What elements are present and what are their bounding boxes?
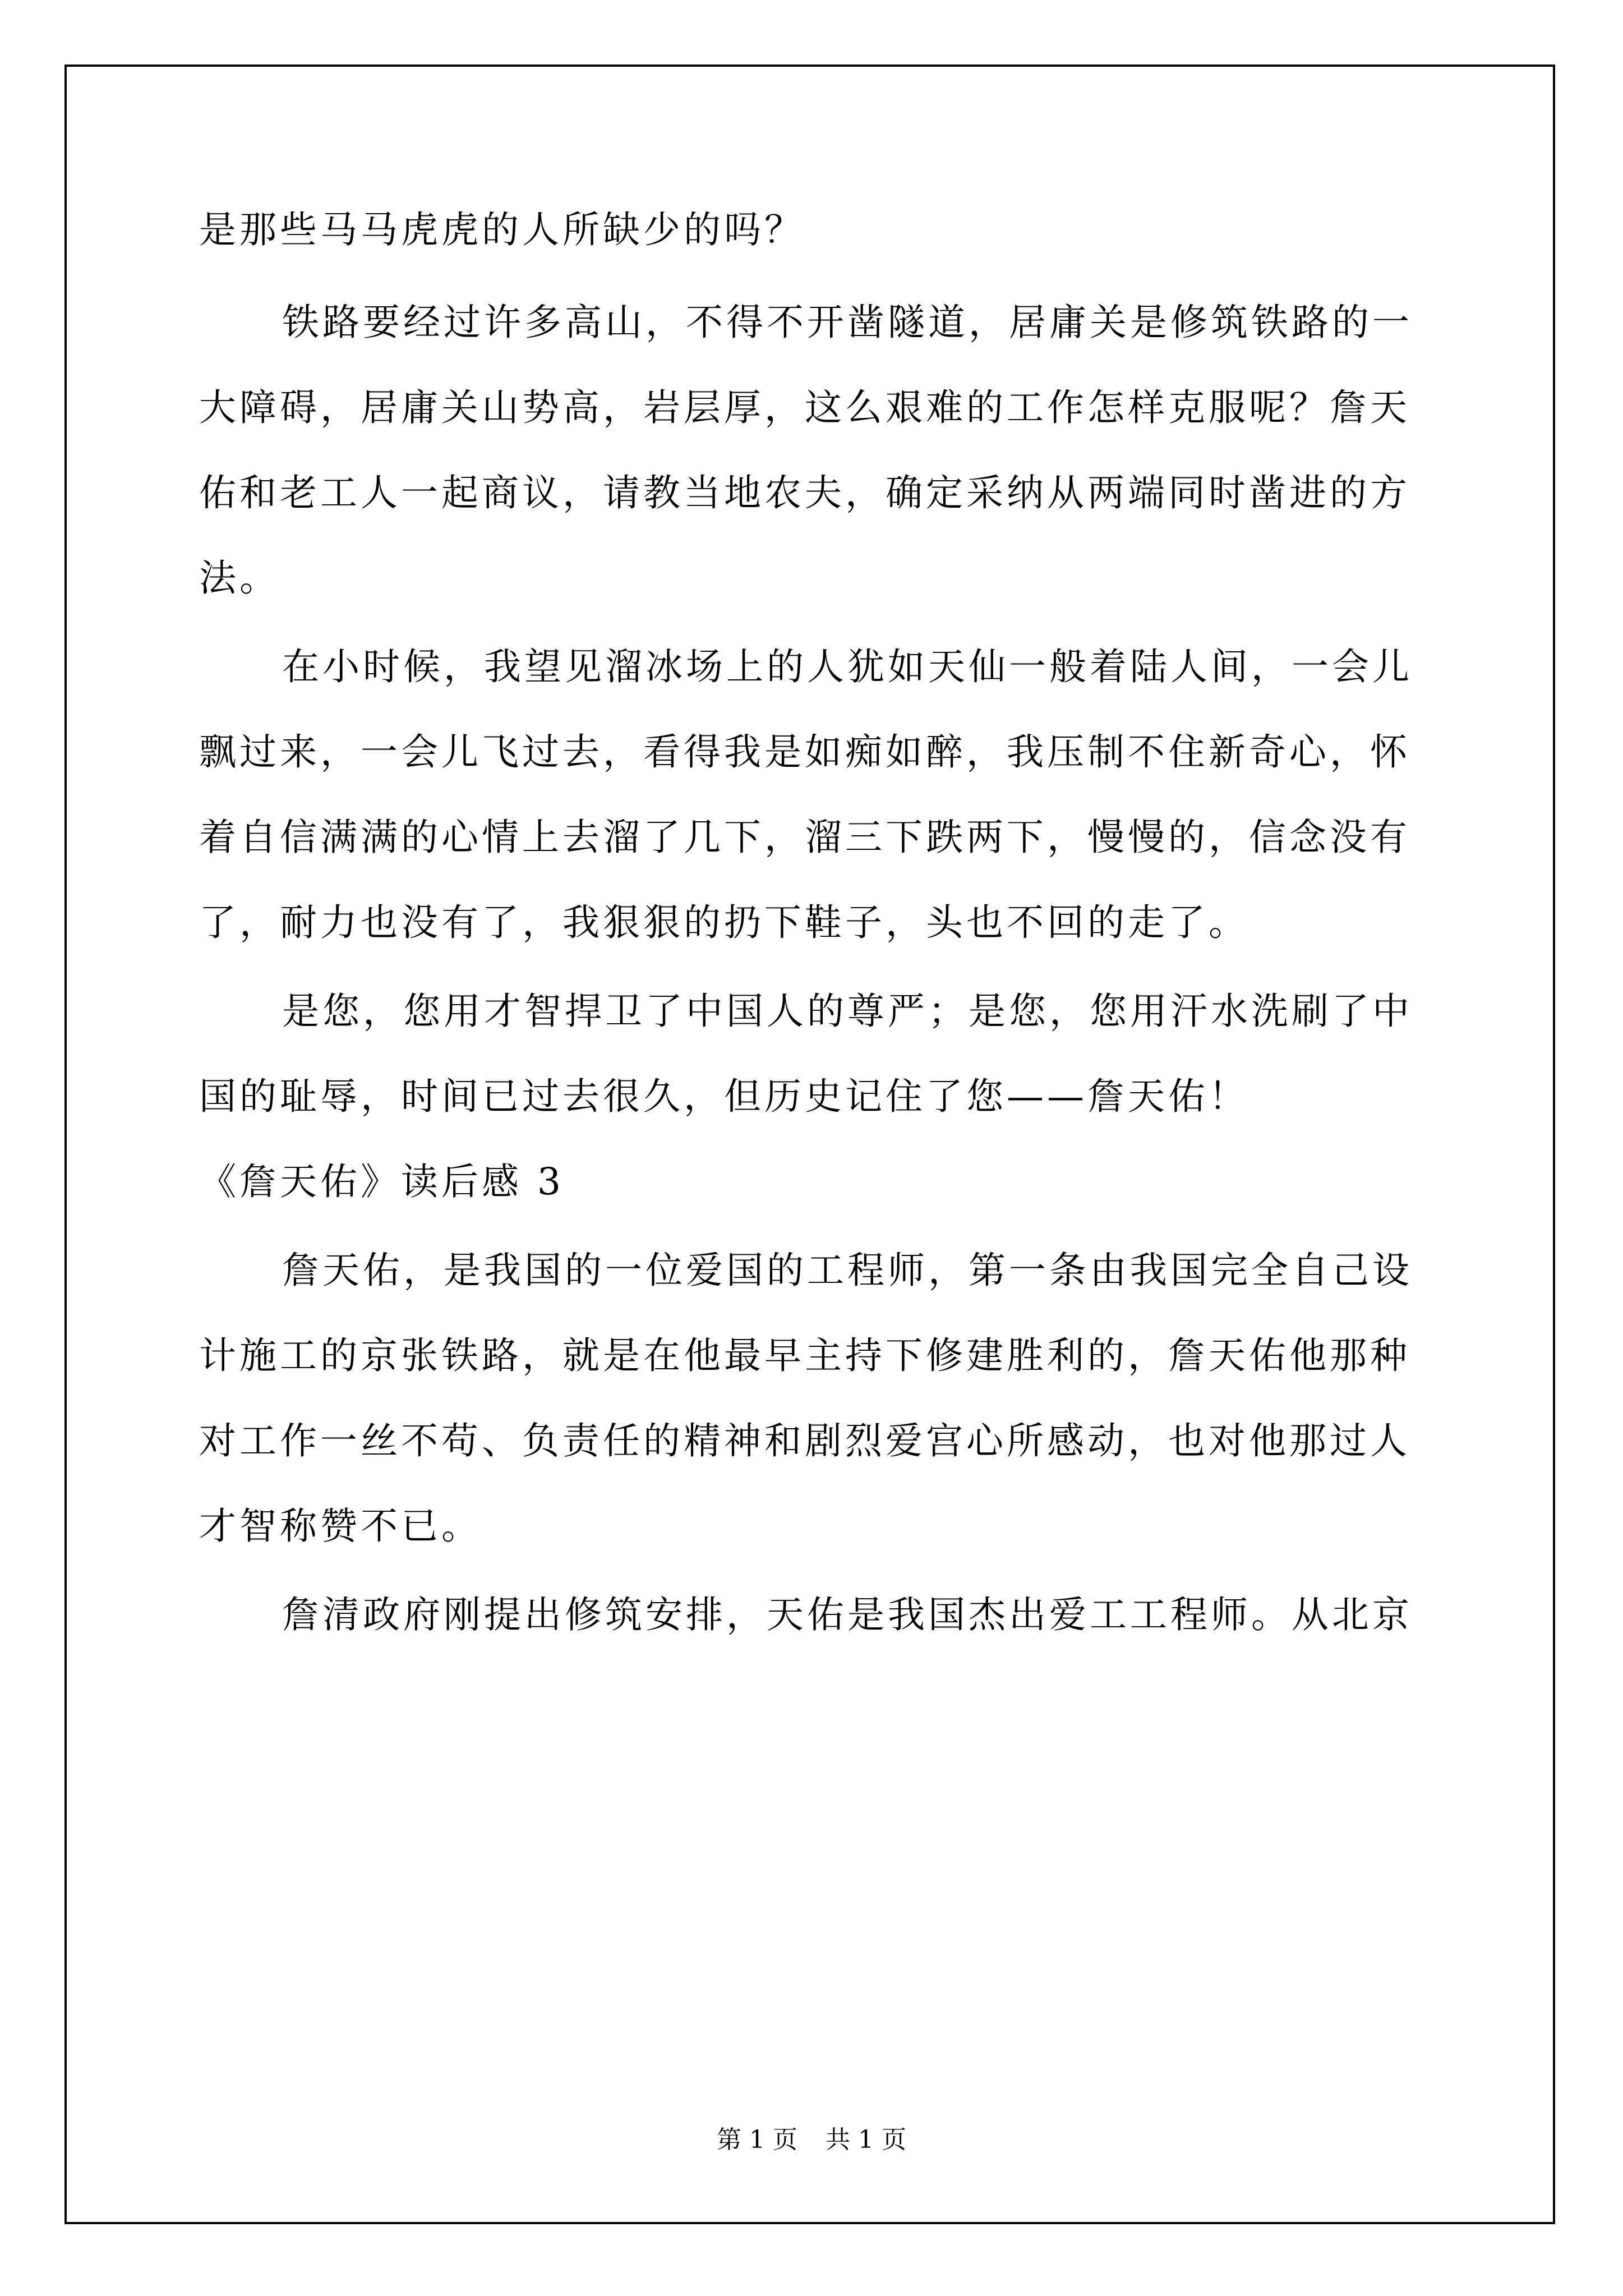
text-line: 着自信满满的心情上去溜了几下，溜三下跌两下，慢慢的，信念没有 xyxy=(199,816,1410,859)
text-line: 国的耻辱，时间已过去很久，但历史记住了您——詹天佑！ xyxy=(199,1075,1249,1118)
text-line: 对工作一丝不苟、负责任的精神和剧烈爱宫心所感动，也对他那过人 xyxy=(199,1419,1410,1462)
paragraph-line: 詹清政府刚提出修筑安排，天佑是我国杰出爱工工程师。从北京 xyxy=(282,1593,1413,1636)
paragraph-line: 铁路要经过许多高山，不得不开凿隧道，居庸关是修筑铁路的一 xyxy=(282,301,1413,344)
paragraph-line: 詹天佑，是我国的一位爱国的工程师，第一条由我国完全自己设 xyxy=(282,1249,1413,1292)
text-line: 飘过来，一会儿飞过去，看得我是如痴如醉，我压制不住新奇心，怀 xyxy=(199,730,1410,774)
paragraph-line: 在小时候，我望见溜冰场上的人犹如天仙一般着陆人间，一会儿 xyxy=(282,645,1413,688)
section-heading: 《詹天佑》读后感 3 xyxy=(199,1160,564,1203)
text-line: 大障碍，居庸关山势高，岩层厚，这么艰难的工作怎样克服呢？詹天 xyxy=(199,386,1410,429)
text-line: 才智称赞不已。 xyxy=(199,1504,482,1548)
text-line: 佑和老工人一起商议，请教当地农夫，确定采纳从两端同时凿进的方 xyxy=(199,471,1410,514)
text-line: 法。 xyxy=(199,556,280,600)
page-number: 第 1 页 xyxy=(717,2125,797,2154)
page-total: 共 1 页 xyxy=(826,2125,906,2154)
paragraph-line: 是您，您用才智捍卫了中国人的尊严；是您，您用汗水洗刷了中 xyxy=(282,990,1413,1033)
text-line: 了，耐力也没有了，我狠狠的扔下鞋子，头也不回的走了。 xyxy=(199,901,1249,944)
page-footer xyxy=(0,2123,1623,2157)
text-line: 是那些马马虎虎的人所缺少的吗？ xyxy=(199,208,805,251)
text-line: 计施工的京张铁路，就是在他最早主持下修建胜利的，詹天佑他那种 xyxy=(199,1334,1410,1377)
